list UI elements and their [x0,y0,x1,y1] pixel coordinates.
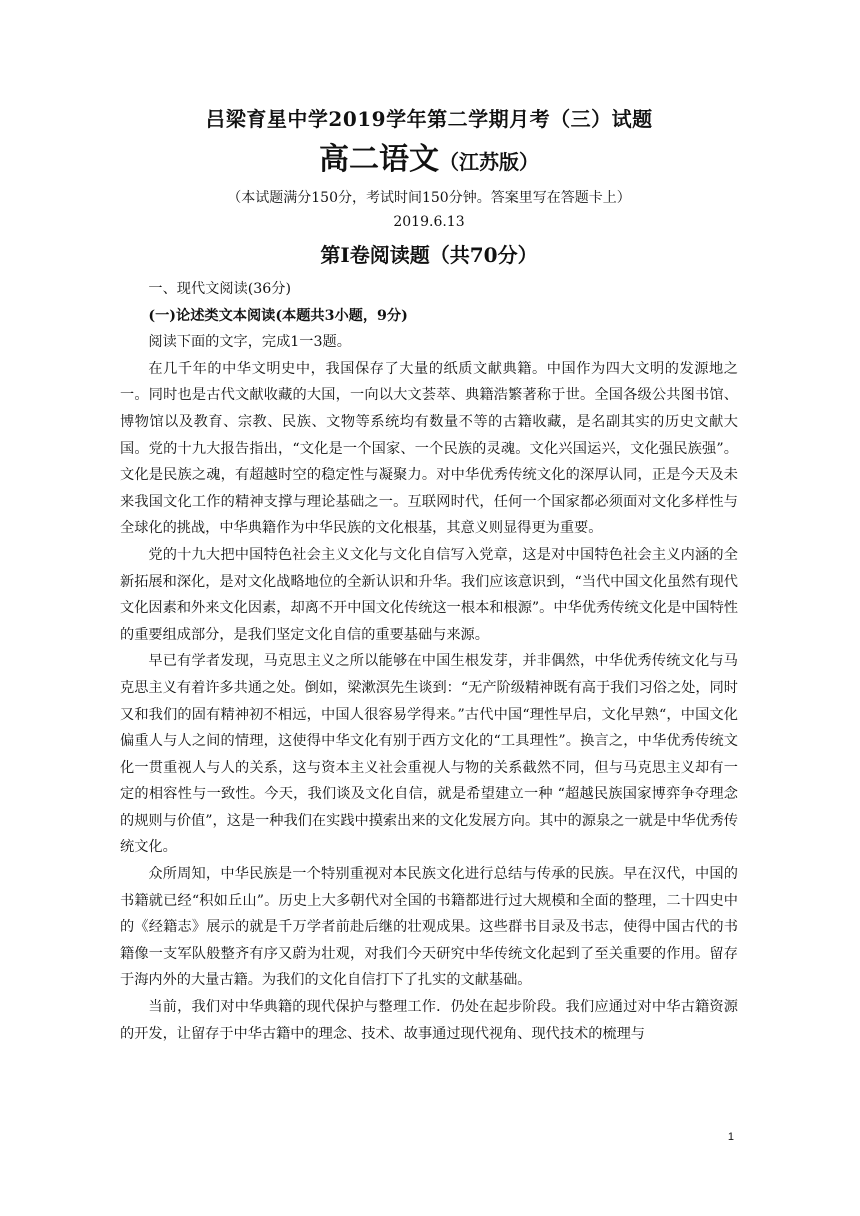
subject-title [120,140,738,182]
body-paragraph: 早已有学者发现，马克思主义之所以能够在中国生根发芽，并非偶然，中华优秀传统文化与马克思主义有着许多共通之处。倒如，梁漱溟先生谈到：“无产阶级精神既有高于我们习俗之处，同时又和我们的固有精神初不相远，中国人很容易学得来。”古代中国“理性早启，文化早熟“，中国文化偏重人与人之间的情理，这使得中华文化有别于西方文化的“工具理性”。换言之，中华优秀传统文化一贯重视人与人的关系，这与资本主义社会重视人与物的关系截然不同，但与马克思主义却有一定的相容性与一致性。今天，我们谈及文化自信，就是希望建立一种 “超越民族国家博弈争夺理念的规则与价值”，这是一种我们在实践中摸索出来的文化发展方向。其中的源泉之一就是中华优秀传统文化。 [120,653,738,856]
section-title: 一、现代文阅读(36分) [148,281,292,297]
page-number: 1 [727,1131,734,1143]
body-paragraph: 众所周知，中华民族是一个特别重视对本民族文化进行总结与传承的民族。早在汉代，中国的书籍就已经“积如丘山”。历史上大多朝代对全国的书籍都进行过大规模和全面的整理，二十四史中的《经籍志》展示的就是千万学者前赴后继的壮观成果。这些群书目录及书志，使得中国古代的书籍像一支军队般整齐有序又蔚为壮观，对我们今天研究中华传统文化起到了至关重要的作用。留存于海内外的大量古籍。为我们的文化自信打下了扎实的文献基础。 [120,866,738,989]
school-exam-title: 吕梁育星中学2019学年第二学期月考（三）试题 [205,107,653,131]
subject-name: 高二语文 [319,142,439,177]
body-paragraph: 在几千年的中华文明史中，我国保存了大量的纸质文献典籍。中国作为四大文明的发源地之一。同时也是古代文献收藏的大国，一向以大文荟萃、典籍浩繁著称于世。全国各级公共图书馆、博物馆以及教育、宗教、民族、文物等系统均有数量不等的古籍收藏，是名副其实的历史文献大国。党的十九大报告指出，“文化是一个国家、一个民族的灵魂。文化兴国运兴，文化强民族强”。文化是民族之魂，有超越时空的稳定性与凝聚力。对中华优秀传统文化的深厚认同，正是今天及未来我国文化工作的精神支撑与理论基础之一。互联网时代，任何一个国家都必须面对文化多样性与全球化的挑战，中华典籍作为中华民族的文化根基，其意义则显得更为重要。 [120,360,738,537]
subsection-title: (一)论述类文本阅读(本题共3小题，9分) [148,307,408,324]
body-paragraph: 当前，我们对中华典籍的现代保护与整理工作．仍处在起步阶段。我们应通过对中华古籍资源的开发，让留存于中华古籍中的理念、技术、故事通过现代视角、现代技术的梳理与 [120,999,738,1042]
reading-instruction: 阅读下面的文字，完成1一3题。 [148,334,351,351]
edition-label: （江苏版） [439,150,539,174]
exam-note: （本试题满分150分，考试时间150分钟。答案里写在答题卡上） [227,190,631,206]
exam-date: 2019.6.13 [393,214,465,230]
part-title: 第Ⅰ卷阅读题（共70分） [320,243,538,267]
body-paragraph: 党的十九大把中国特色社会主义文化与文化自信写入党章，这是对中国特色社会主义内涵的全新拓展和深化，是对文化战略地位的全新认识和升华。我们应该意识到，“当代中国文化虽然有现代文化因素和外来文化因素，却离不开中国文化传统这一根本和根源”。中华优秀传统文化是中国特性的重要组成部分，是我们坚定文化自信的重要基础与来源。 [120,546,738,643]
